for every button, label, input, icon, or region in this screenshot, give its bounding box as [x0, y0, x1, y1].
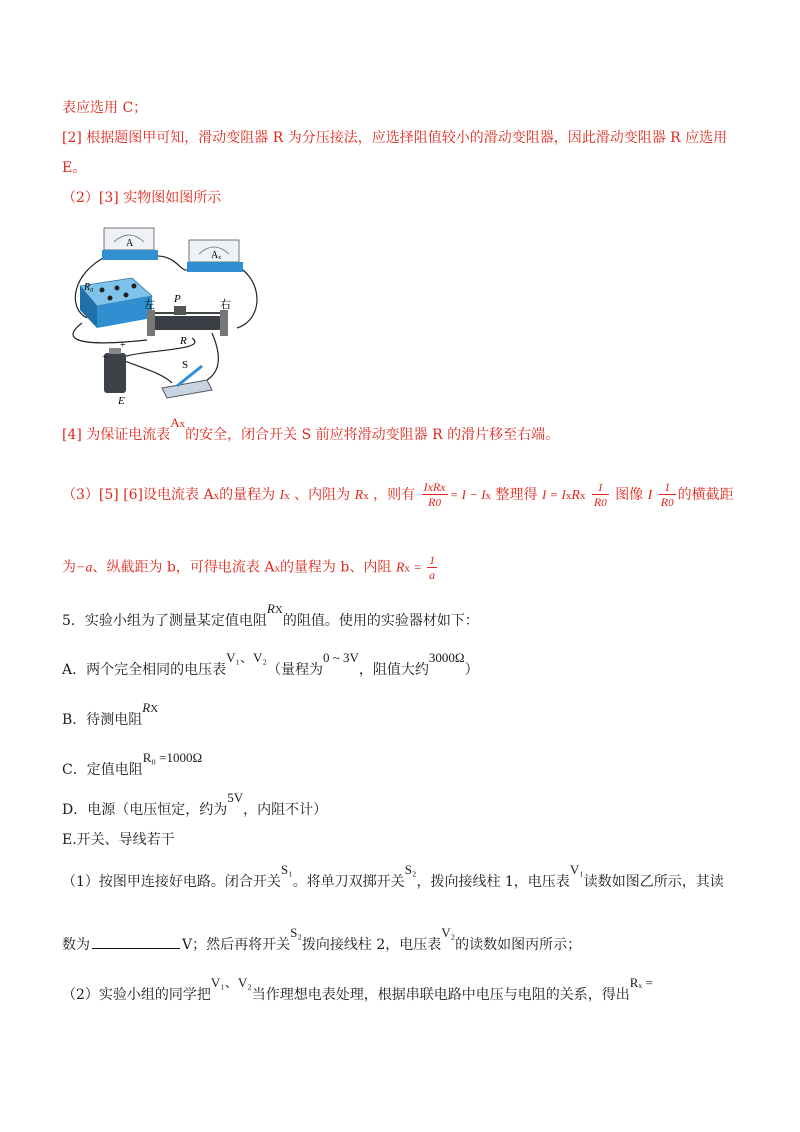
ammeter-ax: [187, 240, 243, 272]
svg-text:E: E: [118, 395, 125, 407]
answer-text: E。: [62, 160, 87, 176]
svg-text:+: +: [120, 340, 126, 351]
svg-text:左: 左: [144, 298, 155, 311]
svg-text:−: −: [102, 352, 108, 363]
svg-text:右: 右: [220, 298, 231, 311]
part-1-line-2: 数为 V；然后再将开关S₂拨向接线柱 2，电压表V₂的读数如图丙所示；: [62, 925, 582, 953]
answer-line-2: [62, 128, 727, 148]
part-1-line-1: （1）按图甲连接好电路。闭合开关S₁。将单刀双掷开关S₂，拨向接线柱 1，电压表V₁读数如图乙所示，其读: [62, 862, 724, 890]
svg-text:R: R: [180, 335, 187, 347]
option-e: E.开关、导线若干: [62, 832, 175, 848]
equation-fraction-3: $\frac{1}{R0}$: [660, 480, 674, 509]
answer-blank[interactable]: [92, 948, 180, 949]
battery-e: [102, 340, 126, 407]
answer-text: [2] 根据题图甲可知，滑动变阻器 R 为分压接法，应选择阻值较小的滑动变阻器，因此滑动变阻器 R 应选用: [62, 130, 728, 146]
part-2-line-1: （2）实验小组的同学把V₁、V₂当作理想电表处理，根据串联电路中电压与电阻的关系，得出Rₓ =: [62, 975, 653, 1003]
svg-text:P: P: [174, 293, 181, 305]
answer-text: （2）[3] 实物图如图所示: [62, 190, 222, 206]
equation-fraction-1: $\frac{\text{IxRx}}{R0}$: [423, 480, 446, 509]
rheostat-r: [144, 293, 231, 347]
answer-line-7: 为−a、纵截距为 b，可得电流表 Ax的量程为 b、内阻 Rx = $\frac{1}{a}$: [62, 553, 436, 582]
switch-s: [162, 359, 212, 398]
answer-line-5: [62, 415, 560, 446]
answer-text: 的安全，闭合开关 S 前应将滑动变阻器 R 的滑片移至右端。: [185, 427, 560, 443]
option-b: B．待测电阻RX: [62, 700, 159, 728]
answer-text: 表应选用 C；: [62, 100, 148, 116]
answer-line-3: [62, 158, 86, 178]
svg-text:A: A: [126, 238, 134, 249]
answer-line-6: （3）[5] [6]设电流表 Ax的量程为 Ix 、内阻为 Rx ，则有 $\frac{\text{IxRx}}{R0}$ = I − Ix 整理得 I = IxRx $\frac{1}{R0}$ 图像 I $\frac{1}{R0}$ 的横截距: [62, 480, 734, 509]
svg-text:Aₓ: Aₓ: [211, 250, 222, 261]
option-d: D．电源（电压恒定，约为5V，内阻不计）: [62, 790, 328, 818]
answer-line-4: [62, 188, 221, 208]
ammeter-symbol: Ax: [170, 415, 186, 430]
svg-text:R₀: R₀: [84, 282, 94, 293]
resistance-box-r0: [80, 278, 152, 328]
answer-text: （3）[5] [6]设电流表 A: [62, 487, 214, 503]
answer-line-1: [62, 98, 147, 118]
circuit-physical-diagram: [62, 218, 272, 410]
question-5-title: 5．实验小组为了测量某定值电阻RX的阻值。使用的实验器材如下：: [62, 601, 479, 629]
equation-fraction-4: $\frac{1}{a}$: [429, 553, 436, 582]
ammeter-a: [102, 228, 158, 260]
option-c: C．定值电阻R₀ =1000Ω: [62, 750, 203, 778]
answer-text: [4] 为保证电流表: [62, 427, 171, 443]
equation-fraction-2: $\frac{1}{R0}$: [593, 480, 607, 509]
option-a: A．两个完全相同的电压表V₁、V₂（量程为0 ~ 3V，阻值大约3000Ω）: [62, 650, 479, 678]
svg-text:S: S: [182, 359, 189, 371]
